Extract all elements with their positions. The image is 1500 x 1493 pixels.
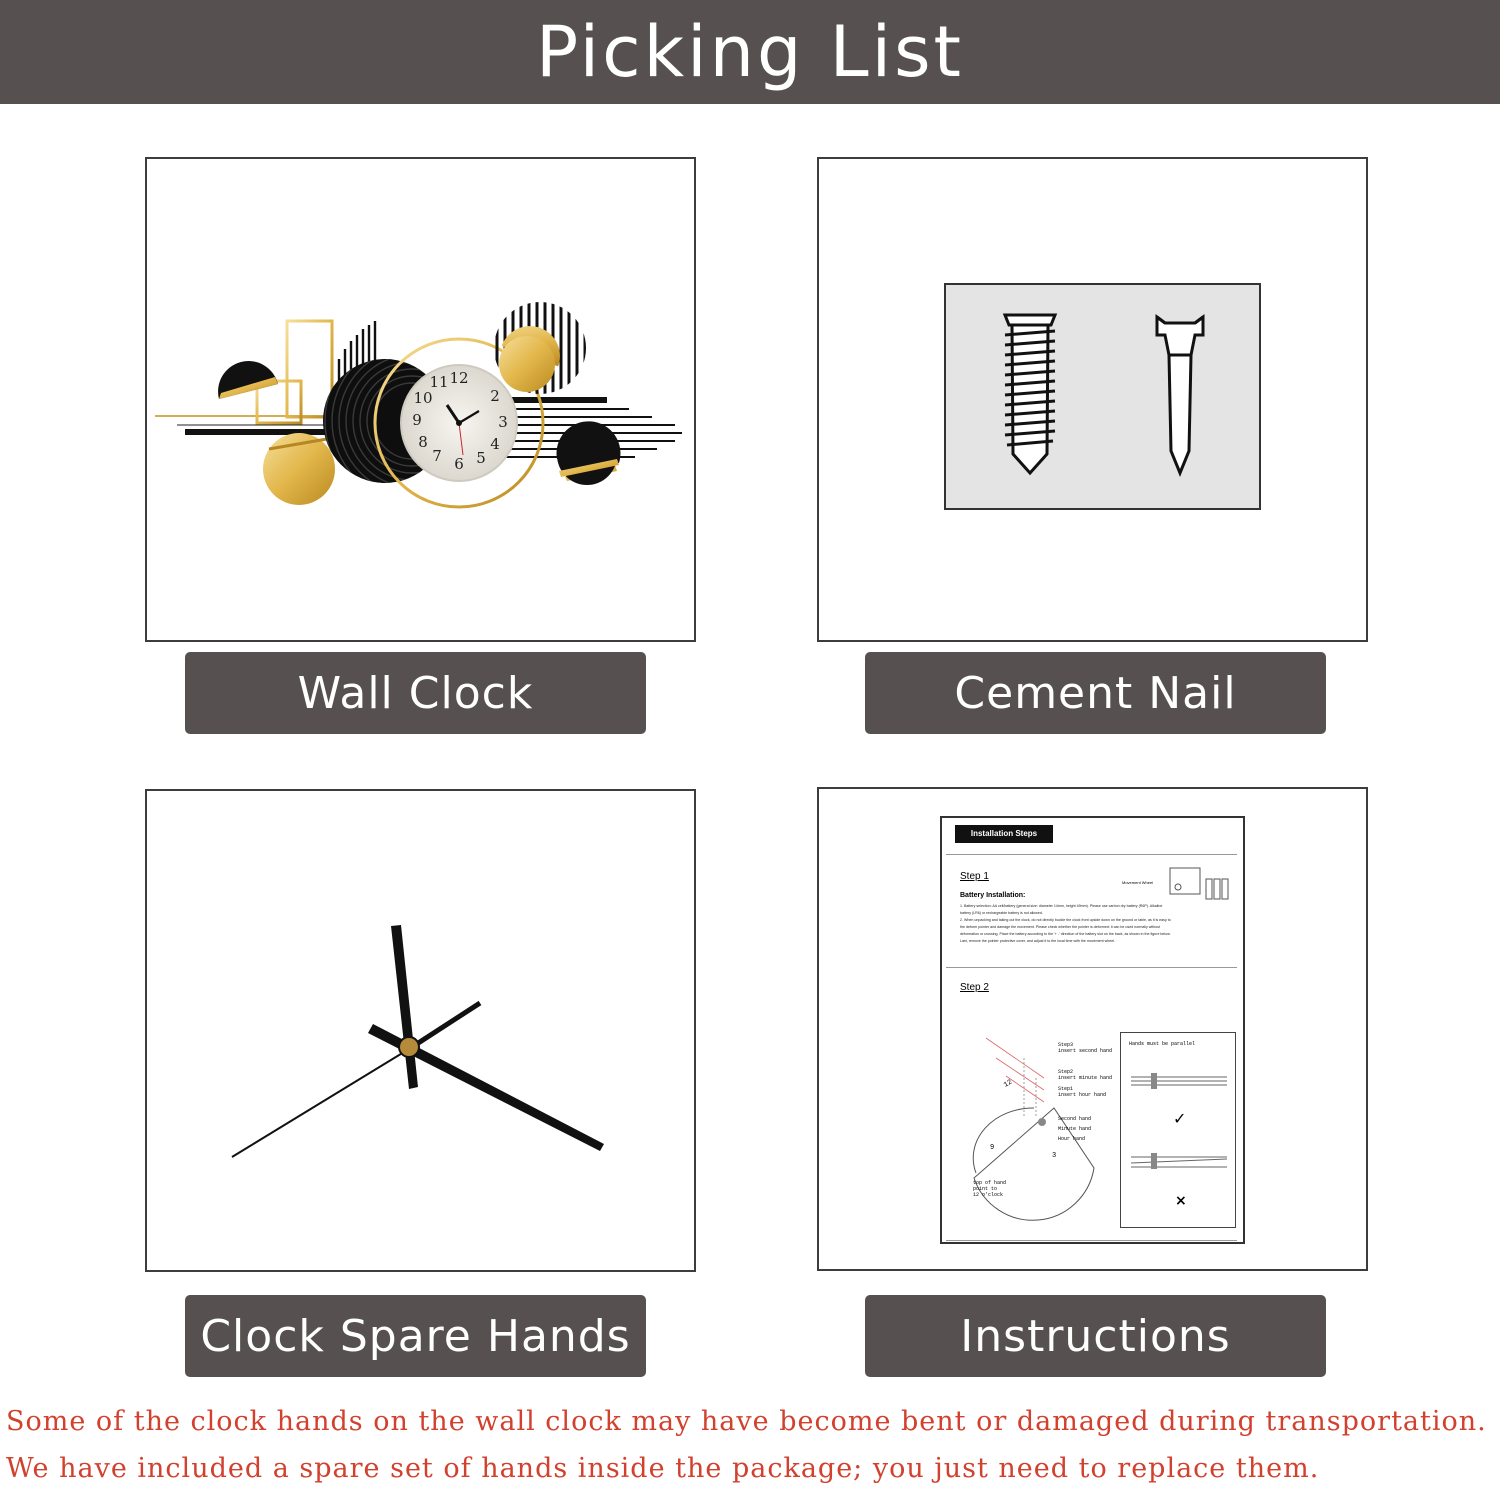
wall-clock-illustration — [147, 159, 694, 640]
clock-spare-hands-label — [185, 1295, 646, 1377]
clock-numeral-12: 12 — [449, 369, 469, 387]
instructions-label — [865, 1295, 1326, 1377]
clock-numeral-2: 2 — [490, 387, 500, 405]
check-icon: ✓ — [1173, 1109, 1187, 1128]
hand-names — [1058, 1114, 1091, 1144]
cement-nail-label-text: Cement Nail — [954, 667, 1237, 719]
battery-text-line: battery (LR6) or rechargeable battery is not allowed. — [960, 911, 1043, 915]
step1-label-text: insert hour hand — [1058, 1092, 1107, 1098]
instruction-sheet-illustration — [940, 816, 1245, 1244]
parallel-check-box — [1120, 1032, 1236, 1228]
clock-numeral-4: 4 — [490, 435, 500, 453]
clock-numeral-10: 10 — [413, 389, 433, 407]
wall-clock-label — [185, 652, 646, 734]
spare-hands-note: We have included a spare set of hands inside the package; you just need to replace them. — [6, 1453, 1320, 1484]
clock-spare-hands-frame — [145, 789, 696, 1272]
transport-damage-note: Some of the clock hands on the wall clock may have become bent or damaged during transportation. — [6, 1406, 1487, 1437]
cement-nail-frame — [817, 157, 1368, 642]
battery-text-line: Last, remove the pointer protective cover, and adjust it to the local time with the movement wheel. — [960, 939, 1116, 943]
clock-numeral-6: 6 — [454, 455, 464, 473]
movement-wheel-label: Movement Wheel — [1122, 880, 1154, 885]
battery-heading: Battery Installation: — [960, 892, 1026, 899]
battery-diagram — [1160, 865, 1236, 901]
page-title: Picking List — [535, 11, 964, 93]
dial-number-12: 12 — [1002, 1078, 1014, 1090]
step2-label-title: Step2 — [1058, 1069, 1074, 1075]
parallel-note: Hands must be parallel — [1129, 1041, 1196, 1047]
clock-numeral-7: 7 — [432, 447, 442, 465]
clock-hands-illustration — [147, 791, 694, 1270]
second-hand-label: Second hand — [1058, 1116, 1092, 1122]
instruction-sheet-title: Installation Steps — [955, 825, 1053, 843]
instructions-label-text: Instructions — [960, 1310, 1231, 1362]
top-of-hand-line: point to — [973, 1186, 998, 1192]
battery-text-line: deformation or crossing. Place the battery according to the '+ -' direction of the battery slot on the back, as shown in the figure below. — [960, 932, 1171, 936]
step1-heading: Step 1 — [960, 871, 989, 882]
step3-label-text: insert second hand — [1058, 1048, 1113, 1054]
clock-numeral-8: 8 — [418, 433, 428, 451]
battery-text-line: 1. Battery selection: AA cell/battery (general size: diameter 14mm, height 49mm). Please use carbon dry battery (R6P). Alkaline — [960, 904, 1163, 908]
dial-number-3: 3 — [1052, 1152, 1057, 1160]
step1-label — [1058, 1086, 1106, 1098]
step1-section — [946, 854, 1237, 968]
cross-icon: × — [1175, 1193, 1187, 1209]
screw-icon — [1005, 315, 1055, 473]
battery-text-line: 2. When unpacking and taking out the clock, do not directly buckle the clock front upside down on the ground or table, as it is easy to — [960, 918, 1171, 922]
instructions-frame — [817, 787, 1368, 1271]
hour-hand-label: Hour hand — [1058, 1136, 1086, 1142]
battery-text — [960, 903, 1242, 945]
top-of-hand-note — [973, 1180, 1006, 1198]
step2-heading: Step 2 — [960, 982, 989, 993]
step2-label — [1058, 1069, 1112, 1081]
clock-numeral-9: 9 — [412, 411, 422, 429]
battery-text-line: the deform pointer and damage the movement. Please check whether the pointer is deformed: it can be used normally without — [960, 925, 1161, 929]
wall-clock-label-text: Wall Clock — [297, 667, 534, 719]
clock-numeral-5: 5 — [476, 449, 486, 467]
top-of-hand-line: top of hand — [973, 1180, 1007, 1186]
step2-section — [946, 968, 1237, 1241]
top-of-hand-line: 12 o'clock — [973, 1192, 1004, 1198]
step3-label — [1058, 1042, 1112, 1054]
clock-numeral-11: 11 — [429, 373, 449, 391]
step1-label-title: Step1 — [1058, 1086, 1074, 1092]
picking-list-header — [0, 0, 1500, 104]
step2-label-text: insert minute hand — [1058, 1075, 1113, 1081]
wall-clock-frame — [145, 157, 696, 642]
clock-numeral-3: 3 — [498, 413, 508, 431]
dial-number-9: 9 — [990, 1144, 995, 1152]
step3-label-title: Step3 — [1058, 1042, 1074, 1048]
minute-hand-label: Minute hand — [1058, 1126, 1092, 1132]
clock-spare-hands-label-text: Clock Spare Hands — [200, 1310, 631, 1362]
cement-nail-label — [865, 652, 1326, 734]
screw-and-nail-illustration — [819, 159, 1366, 640]
